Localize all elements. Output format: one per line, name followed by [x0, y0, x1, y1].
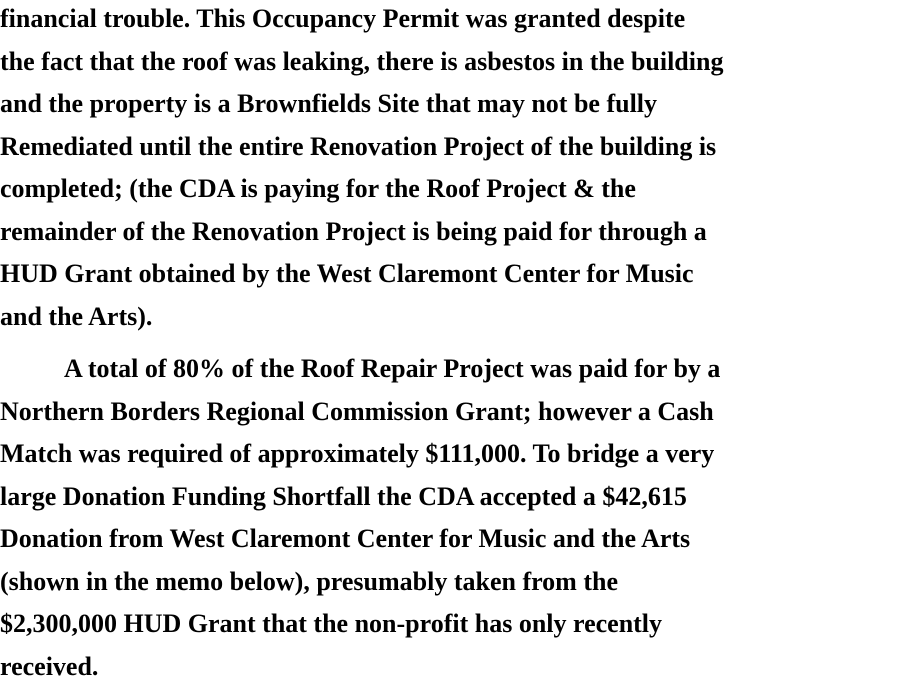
text-line: completed; (the CDA is paying for the Roof Project & the: [0, 174, 636, 203]
text-line: and the property is a Brownfields Site that may not be fully: [0, 89, 658, 118]
text-line: the fact that the roof was leaking, there is asbestos in the building: [0, 46, 724, 76]
text-line: financial trouble. This Occupancy Permit was granted despite: [0, 4, 686, 33]
text-line: HUD Grant obtained by the West Claremont Center for Music: [0, 259, 694, 288]
text-line: and the Arts).: [0, 301, 153, 331]
text-line: $2,300,000 HUD Grant that the non-profit has only recently: [0, 609, 663, 638]
text-line: received.: [0, 651, 99, 678]
text-line: Donation from West Claremont Center for Music and the Arts: [0, 524, 691, 553]
text-line: Northern Borders Regional Commission Grant; however a Cash: [0, 396, 714, 426]
text-line: remainder of the Renovation Project is being paid for through a: [0, 216, 707, 246]
paragraph-roof-repair-funding: [0, 348, 900, 678]
text-line: Remediated until the entire Renovation Project of the building is: [0, 131, 717, 161]
text-line: (shown in the memo below), presumably taken from the: [0, 566, 618, 596]
text-line: A total of 80% of the Roof Repair Project was paid for by a: [64, 354, 721, 383]
text-line: large Donation Funding Shortfall the CDA accepted a $42,615: [0, 481, 687, 511]
paragraph-occupancy-permit: [0, 0, 900, 338]
text-line: Match was required of approximately $111,000. To bridge a very: [0, 439, 715, 468]
